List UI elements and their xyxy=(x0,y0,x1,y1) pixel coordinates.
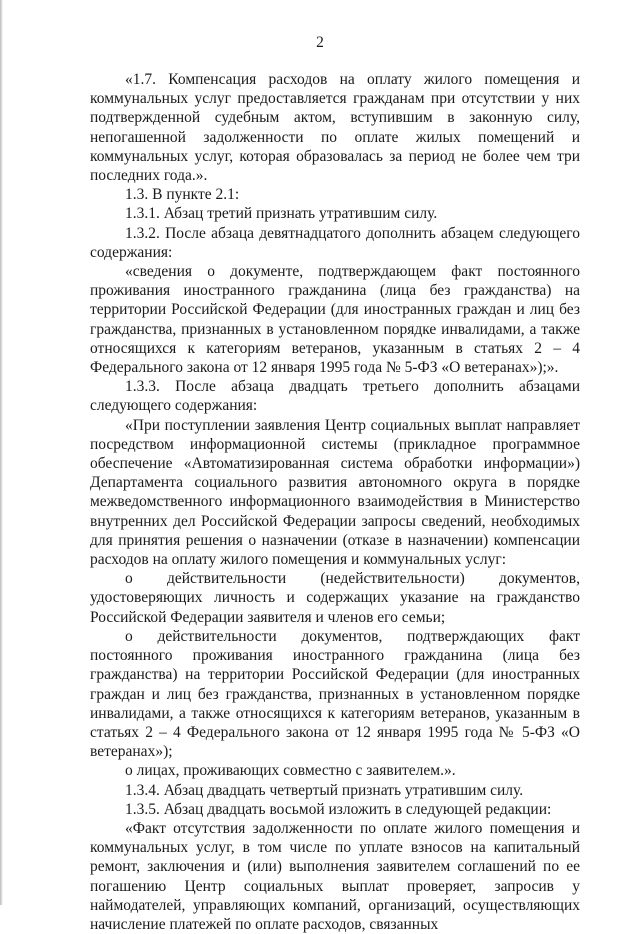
paragraph-quote-application: «При поступлении заявления Центр социальных выплат направляет посредством информационной системы (прикладное программное обеспечение «Автоматизированная система обработки информации») Департамента социального развития автономного округа в порядке межведомственного информационного взаимодействия в Министерство внутренних дел Российской Федерации запросы сведений, необходимых для принятия решения о назначении (отказе в назначении) компенсации расходов на оплату жилого помещения и коммунальных услуг: xyxy=(90,416,580,569)
scan-edge-shadow xyxy=(0,0,3,905)
paragraph-validity-residence-docs: о действительности документов, подтверждающих факт постоянного проживания иностранного гражданина (лица без гражданства) на территории Российской Федерации (для иностранных граждан и лиц без гражданства, признанных в установленном порядке инвалидами, а также относящихся к категориям ветеранов, указанным в статьях 2 – 4 Федерального закона от 12 января 1995 года № 5-ФЗ «О ветеранах»); xyxy=(90,627,580,761)
paragraph-1-3-4: 1.3.4. Абзац двадцать четвертый признать утратившим силу. xyxy=(125,781,524,799)
paragraph-cohabitants: о лицах, проживающих совместно с заявителем.». xyxy=(125,762,456,780)
paragraph-quote-debt-check: «Факт отсутствия задолженности по оплате жилого помещения и коммунальных услуг, в том числе по уплате взносов на капитальный ремонт, заключения и (или) выполнения заявителем соглашений по ее погашению Центр социальных выплат проверяет, запросив у наймодателей, управляющих компаний, организаций, осуществляющих начисление платежей по оплате расходов, связанных xyxy=(90,819,580,933)
paragraph-1-3-1: 1.3.1. Абзац третий признать утратившим силу. xyxy=(125,205,438,223)
paragraph-1-3: 1.3. В пункте 2.1: xyxy=(125,186,240,204)
page-number: 2 xyxy=(316,34,324,51)
paragraph-1-3-5: 1.3.5. Абзац двадцать восьмой изложить в следующей редакции: xyxy=(125,800,552,818)
paragraph-quote-document-info: «сведения о документе, подтверждающем факт постоянного проживания иностранного гражданина (лица без гражданства) на территории Российской Федерации (для иностранных граждан и лиц без гражданства, признанных в установленном порядке инвалидами, а также относящихся к категориям ветеранов, указанным в статьях 2 – 4 Федерального закона от 12 января 1995 года № 5-ФЗ «О ветеранах»);». xyxy=(90,263,580,377)
paragraph-1-3-3: 1.3.3. После абзаца двадцать третьего дополнить абзацами следующего содержания: xyxy=(90,378,580,415)
paragraph-1-3-2: 1.3.2. После абзаца девятнадцатого дополнить абзацем следующего содержания: xyxy=(90,224,580,261)
paragraph-1-7: «1.7. Компенсация расходов на оплату жилого помещения и коммунальных услуг предоставляется гражданам при отсутствии у них подтвержденной судебным актом, вступившим в законную силу, непогашенной задолженности по оплате жилых помещений и коммунальных услуг, которая образовалась за период не более чем три последних года.». xyxy=(90,71,580,185)
document-body xyxy=(90,70,580,934)
paragraph-validity-identity-docs: о действительности (недействительности) документов, удостоверяющих личность и содержащих указание на гражданство Российской Федерации заявителя и членов его семьи; xyxy=(90,570,580,626)
